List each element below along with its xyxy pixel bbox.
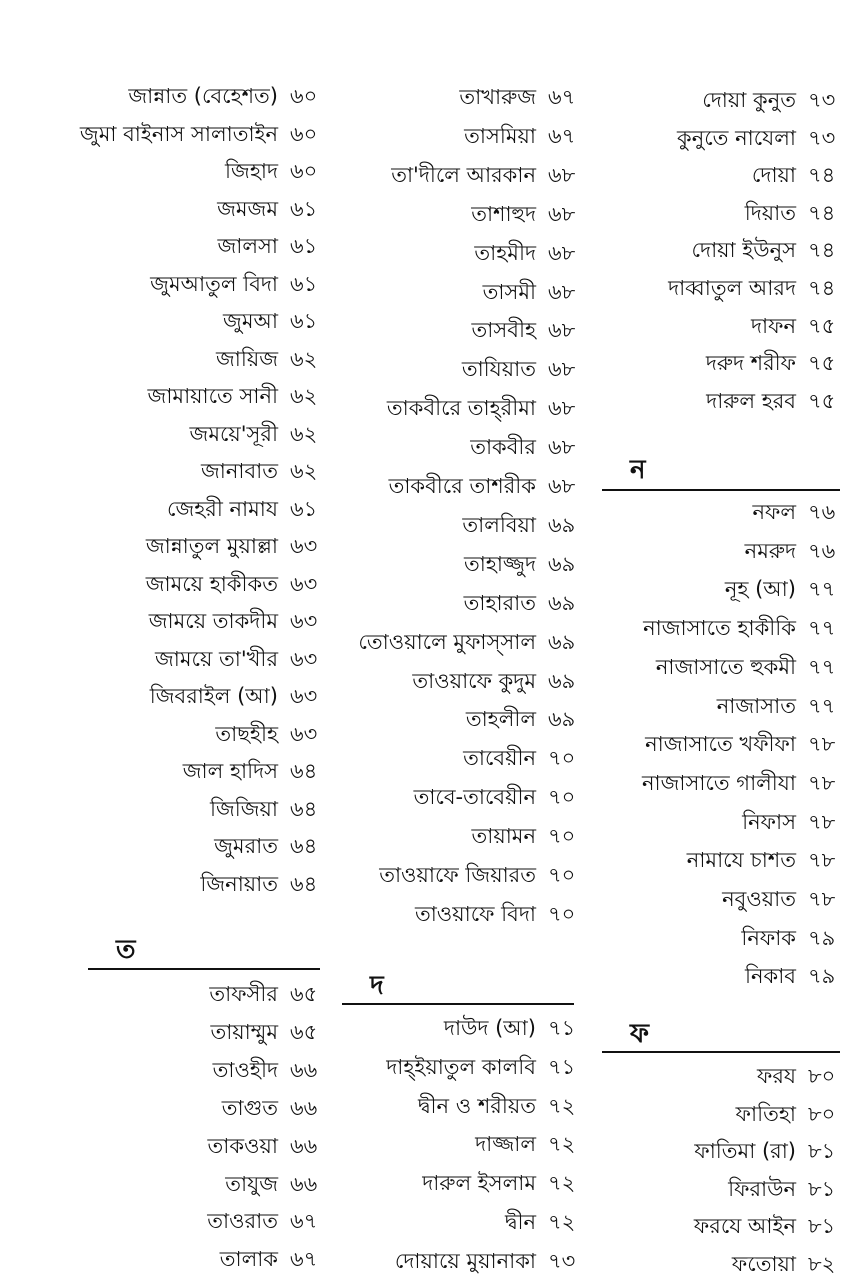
- index-term: দাফন: [750, 313, 796, 338]
- index-term: নবুওয়াত: [722, 887, 796, 911]
- page-number: ৭৩: [808, 125, 836, 150]
- index-term: নিফাক: [741, 925, 796, 950]
- page-number: ৭২: [548, 1210, 576, 1234]
- index-term: নূহ (আ): [724, 577, 796, 602]
- index-entry: [590, 844, 840, 876]
- index-term: তাহলীল: [465, 707, 536, 732]
- index-entry: [330, 159, 580, 191]
- index-term: কুনুতে নাযেলা: [677, 125, 796, 150]
- page-number: ৬৮: [548, 318, 576, 343]
- index-entry: [590, 1248, 840, 1280]
- page-number: ৮০: [808, 1101, 836, 1126]
- index-entry: [590, 960, 840, 992]
- index-entry: [0, 1016, 322, 1048]
- index-term: তাসবীহ: [471, 318, 536, 343]
- index-entry: [0, 755, 322, 787]
- index-term: জালসা: [217, 234, 278, 258]
- index-entry: [0, 868, 322, 900]
- index-term: দাহ্ইয়াতুল কালবি: [386, 1054, 536, 1079]
- index-term: ফরযে আইন: [693, 1214, 796, 1239]
- index-entry: [590, 310, 840, 342]
- index-entry: [0, 343, 322, 375]
- index-term: তায়ামন: [471, 824, 536, 849]
- index-term: তাছহীহ: [215, 721, 278, 746]
- index-entry: [330, 665, 580, 697]
- index-term: জিজিয়া: [209, 796, 278, 821]
- index-entry: [0, 80, 322, 112]
- index-entry: [590, 806, 840, 838]
- index-entry: [0, 418, 322, 450]
- index-term: জান্নাতুল মুয়াল্লা: [145, 534, 278, 558]
- page-number: ৬৩: [290, 534, 318, 558]
- page-number: ৭০: [548, 785, 576, 810]
- index-entry: [0, 380, 322, 412]
- index-entry: [590, 728, 840, 760]
- index-entry: [330, 1090, 580, 1122]
- index-term: নাজাসাতে হাকীকি: [643, 616, 796, 641]
- index-term: জানাবাত: [200, 459, 278, 483]
- page-number: ৬৩: [290, 609, 318, 633]
- page-number: ৮১: [808, 1176, 836, 1201]
- page-number: ৬৮: [548, 474, 576, 498]
- index-term: জেহরী নামায: [166, 496, 278, 521]
- index-entry: [0, 1168, 322, 1200]
- page-number: ৬২: [290, 459, 318, 483]
- section-rule: [602, 489, 840, 491]
- index-term: জিনায়াত: [200, 871, 278, 896]
- index-entry: [0, 455, 322, 487]
- index-term: ফাতিমা (রা): [694, 1139, 796, 1164]
- index-entry: [330, 742, 580, 774]
- index-entry: [0, 643, 322, 675]
- page-number: ৭৮: [808, 809, 836, 834]
- page-number: ৭১: [548, 1016, 576, 1040]
- index-term: জুমআ: [223, 309, 278, 333]
- index-entry: [590, 1098, 840, 1130]
- page-number: ৬৮: [548, 435, 576, 460]
- index-entry: [0, 1205, 322, 1237]
- index-term: জুমরাত: [214, 834, 278, 858]
- page-number: ৬১: [290, 234, 318, 258]
- page-number: ৬১: [290, 496, 318, 521]
- index-entry: [590, 690, 840, 722]
- page-number: ৬৯: [548, 590, 576, 615]
- index-entry: [330, 470, 580, 502]
- index-term: নাজাসাত: [716, 693, 796, 718]
- page-number: ৭৭: [808, 654, 836, 679]
- index-term: জুমআতুল বিদা: [150, 271, 278, 296]
- index-entry: [330, 431, 580, 463]
- page-number: ৭০: [548, 824, 576, 849]
- index-entry: [590, 1060, 840, 1092]
- index-entry: [590, 1210, 840, 1242]
- index-term: নিফাস: [742, 809, 796, 834]
- index-entry: [330, 81, 580, 113]
- page-number: ৬৩: [290, 721, 318, 746]
- page-number: ৭৩: [808, 88, 836, 112]
- index-term: ফরয: [757, 1064, 796, 1088]
- index-entry: [0, 680, 322, 712]
- index-term: ফিরাউন: [728, 1176, 796, 1201]
- index-term: নফল: [752, 500, 796, 524]
- index-entry: [0, 605, 322, 637]
- page-number: ৬৯: [548, 668, 576, 693]
- page-number: ৬৮: [548, 357, 576, 382]
- page-number: ৬৩: [290, 684, 318, 708]
- index-entry: [330, 859, 580, 891]
- index-term: তাকবীরে তাশরীক: [388, 474, 536, 498]
- index-term: তাকবীরে তাহ্‌রীমা: [386, 396, 536, 421]
- index-entry: [330, 237, 580, 269]
- page-number: ৭৮: [808, 732, 836, 757]
- index-entry: [330, 1128, 580, 1160]
- page-number: ৭৮: [808, 770, 836, 795]
- section-rule: [342, 1003, 574, 1005]
- index-term: নাজাসাতে গালীযা: [641, 770, 796, 795]
- index-entry: [330, 587, 580, 619]
- index-term: জাময়ে হাকীকত: [145, 571, 278, 596]
- page-number: ৬৬: [290, 1057, 318, 1082]
- index-term: তায়াম্মুম: [210, 1019, 278, 1044]
- page-number: ৭৫: [808, 351, 836, 376]
- index-term: তাওহীদ: [212, 1057, 278, 1082]
- index-entry: [330, 548, 580, 580]
- page-number: ৭৬: [808, 500, 836, 524]
- index-term: তাওয়াফে কুদুম: [412, 668, 536, 693]
- index-term: তাওয়াফে বিদা: [414, 901, 536, 926]
- page-number: ৭৯: [808, 925, 836, 950]
- page-number: ৭০: [548, 901, 576, 926]
- index-term: ফতোয়া: [731, 1252, 796, 1276]
- index-term: তাহারাত: [463, 590, 536, 615]
- index-term: তাগুত: [221, 1095, 278, 1120]
- index-term: দোয়া: [751, 163, 796, 188]
- page-number: ৬২: [290, 384, 318, 408]
- page-number: ৬৩: [290, 571, 318, 596]
- index-entry: [590, 535, 840, 567]
- index-term: তাওয়াফে জিয়ারত: [379, 863, 536, 887]
- index-term: তাকওয়া: [207, 1133, 278, 1158]
- page-number: ৬১: [290, 196, 318, 221]
- index-entry: [0, 230, 322, 262]
- section-rule: [602, 1051, 840, 1053]
- index-entry: [330, 276, 580, 308]
- page-number: ৬৭: [290, 1209, 318, 1234]
- index-entry: [0, 118, 322, 150]
- index-term: তাওরাত: [207, 1209, 278, 1234]
- index-entry: [590, 767, 840, 799]
- page-number: ৬৪: [290, 796, 318, 821]
- index-entry: [590, 651, 840, 683]
- page-number: ৭৪: [808, 238, 836, 263]
- section-heading: ত: [116, 935, 136, 965]
- page-number: ৬১: [290, 309, 318, 333]
- index-term: দারুল হরব: [706, 388, 796, 413]
- index-term: ফাতিহা: [735, 1101, 796, 1126]
- page-number: ৬২: [290, 421, 318, 446]
- index-term: জাল হাদিস: [182, 759, 278, 783]
- page-number: ৬৭: [548, 123, 576, 148]
- index-term: তাফসীর: [209, 982, 278, 1006]
- index-term: তাশাহুদ: [471, 201, 536, 226]
- page-number: ৭৫: [808, 388, 836, 413]
- page-number: ৭৭: [808, 616, 836, 641]
- index-term: তাযিয়াত: [461, 357, 536, 382]
- page-number: ৭৬: [808, 538, 836, 563]
- page-number: ৭৭: [808, 577, 836, 602]
- index-entry: [0, 1243, 322, 1275]
- page-number: ৭৯: [808, 964, 836, 989]
- page-number: ৬১: [290, 271, 318, 296]
- page-number: ৭৩: [548, 1248, 576, 1273]
- page-number: ৭২: [548, 1093, 576, 1118]
- index-entry: [590, 573, 840, 605]
- page-number: ৬২: [290, 346, 318, 371]
- section-heading: দ: [370, 971, 384, 1001]
- index-term: দ্বীন ও শরীয়ত: [418, 1093, 536, 1118]
- index-term: নিকাব: [744, 964, 796, 989]
- index-term: দাজ্জাল: [475, 1132, 536, 1157]
- index-term: জাময়ে তাকদীম: [148, 609, 278, 633]
- index-entry: [0, 268, 322, 300]
- index-term: তাহমীদ: [474, 240, 536, 265]
- page-number: ৭২: [548, 1132, 576, 1157]
- index-entry: [0, 193, 322, 225]
- page-number: ৬৬: [290, 1133, 318, 1158]
- index-entry: [330, 314, 580, 346]
- index-entry: [590, 234, 840, 266]
- index-term: তাহাজ্জুদ: [463, 551, 536, 576]
- index-entry: [330, 781, 580, 813]
- index-term: জাময়ে তা'খীর: [155, 646, 278, 671]
- index-entry: [330, 509, 580, 541]
- page-number: ৭২: [548, 1171, 576, 1196]
- index-term: তোওয়ালে মুফাস্সাল: [358, 629, 536, 654]
- index-term: দাউদ (আ): [443, 1016, 536, 1040]
- index-entry: [330, 198, 580, 230]
- index-term: নমরুদ: [744, 538, 796, 563]
- page-number: ৭৪: [808, 276, 836, 300]
- page-number: ৬৯: [548, 707, 576, 732]
- index-entry: [590, 272, 840, 304]
- page-number: ৬৯: [548, 551, 576, 576]
- index-term: জমজম: [217, 196, 278, 221]
- index-entry: [0, 1130, 322, 1162]
- page-number: ৬৯: [548, 512, 576, 537]
- index-entry: [0, 493, 322, 525]
- index-entry: [590, 385, 840, 417]
- page-number: ৬৮: [548, 162, 576, 187]
- index-term: দিয়াত: [744, 200, 796, 225]
- page-number: ৬৩: [290, 646, 318, 671]
- page-number: ৬৭: [548, 85, 576, 109]
- index-entry: [0, 830, 322, 862]
- index-term: তাযুজ: [225, 1171, 278, 1196]
- index-term: তাবেয়ীন: [463, 746, 536, 771]
- page-number: ৬৮: [548, 279, 576, 304]
- index-entry: [0, 718, 322, 750]
- index-entry: [0, 155, 322, 187]
- index-term: তাখারুজ: [459, 85, 536, 109]
- index-term: দ্বীন: [504, 1210, 536, 1234]
- page-number: ৬৬: [290, 1095, 318, 1120]
- page-number: ৬৮: [548, 201, 576, 226]
- index-term: জুমা বাইনাস সালাতাইন: [79, 121, 278, 146]
- index-term: জময়ে'সূরী: [189, 421, 278, 446]
- index-term: নামাযে চাশত: [686, 848, 796, 873]
- index-term: দোয়া কুনুত: [702, 88, 796, 112]
- index-term: দোয়া ইউনুস: [691, 238, 796, 263]
- index-entry: [0, 305, 322, 337]
- page-number: ৬৪: [290, 759, 318, 783]
- page-number: ৭৫: [808, 313, 836, 338]
- index-term: তাবে-তাবেয়ীন: [413, 785, 536, 810]
- index-term: নাজাসাতে খফীফা: [645, 732, 796, 757]
- index-entry: [590, 922, 840, 954]
- page-number: ৬০: [290, 159, 318, 183]
- page-number: ৬৯: [548, 629, 576, 654]
- index-entry: [0, 568, 322, 600]
- page-number: ৬৪: [290, 871, 318, 896]
- index-term: তালাক: [219, 1247, 278, 1272]
- index-term: জিহাদ: [225, 159, 278, 183]
- page-number: ৭৭: [808, 693, 836, 718]
- index-entry: [330, 1012, 580, 1044]
- page-number: ৭৮: [808, 848, 836, 873]
- index-entry: [330, 353, 580, 385]
- page-number: ৭০: [548, 746, 576, 771]
- index-term: তা'দীলে আরকান: [391, 162, 536, 187]
- page-number: ৬৮: [548, 240, 576, 265]
- index-entry: [590, 496, 840, 528]
- page-number: ৭০: [548, 863, 576, 887]
- index-entry: [330, 120, 580, 152]
- index-entry: [330, 703, 580, 735]
- page-number: ৭৮: [808, 887, 836, 911]
- page-number: ৬৫: [290, 982, 318, 1006]
- index-entry: [330, 1167, 580, 1199]
- page-number: ৮২: [808, 1252, 836, 1276]
- index-entry: [330, 1051, 580, 1083]
- index-term: জিবরাইল (আ): [149, 684, 278, 708]
- index-entry: [0, 1054, 322, 1086]
- page-number: ৮১: [808, 1214, 836, 1239]
- section-heading: ন: [630, 455, 646, 485]
- page-number: ৭৪: [808, 200, 836, 225]
- page-number: ৬৮: [548, 396, 576, 421]
- index-entry: [0, 1092, 322, 1124]
- index-entry: [0, 978, 322, 1010]
- index-entry: [330, 1206, 580, 1238]
- index-entry: [590, 122, 840, 154]
- index-entry: [590, 612, 840, 644]
- page-number: ৬৫: [290, 1019, 318, 1044]
- index-entry: [590, 159, 840, 191]
- index-term: জান্নাত (বেহেশত): [128, 84, 278, 108]
- index-entry: [0, 530, 322, 562]
- page-number: ৮০: [808, 1064, 836, 1088]
- index-entry: [330, 626, 580, 658]
- index-entry: [590, 197, 840, 229]
- index-term: দারুল ইসলাম: [422, 1171, 536, 1196]
- page-number: ৬৬: [290, 1171, 318, 1196]
- index-term: দোয়ায়ে মুয়ানাকা: [394, 1248, 536, 1273]
- index-term: নাজাসাতে হুকমী: [655, 654, 796, 679]
- index-entry: [0, 793, 322, 825]
- page-number: ৮১: [808, 1139, 836, 1164]
- index-term: জায়িজ: [215, 346, 278, 371]
- index-entry: [590, 1135, 840, 1167]
- section-rule: [88, 968, 320, 970]
- index-entry: [590, 84, 840, 116]
- page-number: ৬৪: [290, 834, 318, 858]
- section-heading: ফ: [630, 1019, 650, 1049]
- page-number: ৬০: [290, 121, 318, 146]
- index-entry: [330, 820, 580, 852]
- index-term: দাব্বাতুল আরদ: [668, 276, 796, 300]
- index-entry: [590, 347, 840, 379]
- index-term: তালবিয়া: [462, 512, 536, 537]
- page-number: ৬৭: [290, 1247, 318, 1272]
- page-number: ৭১: [548, 1054, 576, 1079]
- index-term: তাসমিয়া: [464, 123, 536, 148]
- index-term: দরুদ শরীফ: [705, 351, 796, 376]
- index-entry: [330, 392, 580, 424]
- page-number: ৭৪: [808, 163, 836, 188]
- page-number: ৬০: [290, 84, 318, 108]
- index-term: জামায়াতে সানী: [147, 384, 278, 408]
- index-term: তাসমী: [482, 279, 536, 304]
- index-entry: [330, 898, 580, 930]
- index-entry: [590, 1173, 840, 1205]
- index-entry: [590, 883, 840, 915]
- index-term: তাকবীর: [470, 435, 536, 460]
- index-entry: [330, 1245, 580, 1277]
